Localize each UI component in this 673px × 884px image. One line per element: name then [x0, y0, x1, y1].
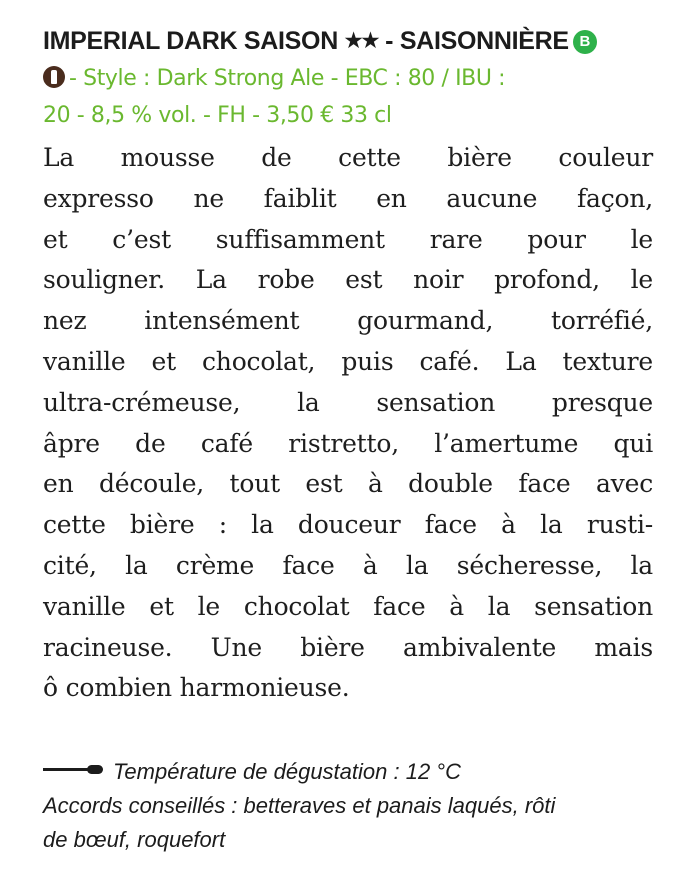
- description-line: vanille et chocolat, puis café. La texture: [43, 346, 653, 376]
- description-line: cette bière : la douceur face à la rusti-: [43, 510, 653, 540]
- description-line: âpre de café ristretto, l’amertume qui: [43, 428, 653, 458]
- serving-notes: [43, 755, 653, 857]
- description-line: nez intensément gourmand, torréfié,: [43, 306, 653, 336]
- pairing-line-1: Accords conseillés : betteraves et panais laqués, rôti: [43, 793, 556, 819]
- beer-name: IMPERIAL DARK SAISON: [43, 27, 338, 55]
- style-details-line-1: [43, 60, 653, 97]
- style-details: [43, 60, 653, 134]
- description-line: souligner. La robe est noir profond, le: [43, 265, 653, 295]
- style-details-line-2: 20 - 8,5 % vol. - FH - 3,50 € 33 cl: [43, 103, 392, 128]
- description-line: ô combien harmonieuse.: [43, 673, 350, 703]
- description-line: en découle, tout est à double face avec: [43, 469, 653, 499]
- beer-bottle-icon: [43, 66, 65, 88]
- style-details-text-1: - Style : Dark Strong Ale - EBC : 80 / IBU :: [69, 66, 506, 91]
- organic-badge-icon: B: [573, 30, 597, 54]
- brewery-name: SAISONNIÈRE: [399, 27, 569, 55]
- thermometer-icon: [43, 765, 105, 775]
- title-separator: -: [385, 27, 394, 55]
- pairing-line-2: de bœuf, roquefort: [43, 827, 226, 853]
- beer-title-line: [43, 24, 653, 58]
- tasting-description: [43, 138, 653, 709]
- temperature-text: Température de dégustation : 12 °C: [113, 759, 461, 785]
- temperature-line: [43, 755, 653, 789]
- description-line: vanille et le chocolat face à la sensation: [43, 591, 653, 621]
- description-line: et c’est suffisamment rare pour le: [43, 224, 653, 254]
- rating-stars: ★★: [344, 30, 379, 52]
- description-line: La mousse de cette bière couleur: [43, 143, 653, 172]
- description-line: expresso ne faiblit en aucune façon,: [43, 183, 653, 213]
- description-line: racineuse. Une bière ambivalente mais: [43, 632, 653, 662]
- description-line: cité, la crème face à la sécheresse, la: [43, 550, 653, 580]
- description-line: ultra-crémeuse, la sensation presque: [43, 387, 653, 417]
